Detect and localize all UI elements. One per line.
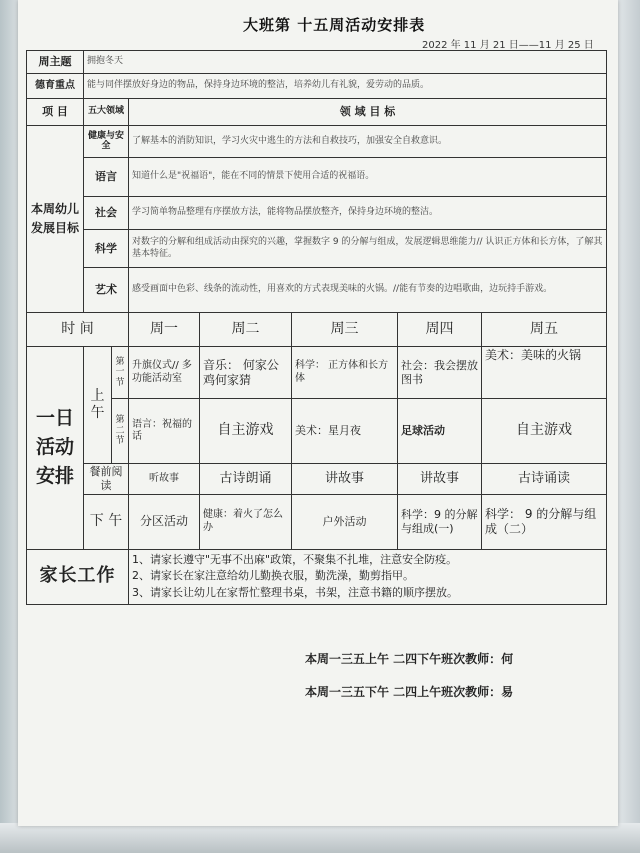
goal-row-art — [27, 268, 607, 313]
theme-row — [27, 51, 607, 74]
goal-social: 学习简单物品整理有序摆放方法，能将物品摆放整齐，保持身边环境的整洁。 — [129, 197, 607, 230]
day-schedule-label: 一日活动安排 — [27, 347, 84, 550]
cell-pm-thu: 科学：9 的分解与组成(一) — [398, 494, 482, 549]
cell-p2-mon: 语言：祝福的话 — [129, 399, 200, 464]
cell-premeal-tue: 古诗朗诵 — [200, 464, 292, 495]
project-label: 项 目 — [27, 99, 84, 126]
afternoon-label: 下 午 — [84, 494, 129, 549]
goal-row-health — [27, 126, 607, 158]
afternoon-row — [27, 494, 607, 549]
premeal-row — [27, 464, 607, 495]
theme-value: 拥抱冬天 — [84, 51, 607, 74]
morning-label: 上午 — [84, 347, 112, 464]
cell-p2-thu: 足球活动 — [398, 399, 482, 464]
parents-notes — [129, 549, 607, 604]
time-row — [27, 313, 607, 347]
period2-label: 第二节 — [112, 399, 129, 464]
goals-label: 领 域 目 标 — [129, 99, 607, 126]
goal-row-language — [27, 158, 607, 197]
area-art: 艺术 — [84, 268, 129, 313]
goal-language: 知道什么是"祝福语"，能在不同的情景下使用合适的祝福语。 — [129, 158, 607, 197]
background-bottom — [0, 823, 640, 853]
area-science: 科学 — [84, 230, 129, 268]
cell-pm-fri: 科学： 9 的分解与组成（二） — [482, 494, 607, 549]
goal-row-social — [27, 197, 607, 230]
parent-note-1: 1、请家长遵守"无事不出麻"政策，不聚集不扎堆，注意安全防疫。 — [132, 552, 458, 566]
goal-art: 感受画面中色彩、线条的流动性，用喜欢的方式表现美味的火锅。//能有节奏的边唱歌曲，边玩持手游戏。 — [129, 268, 607, 313]
cell-p2-fri: 自主游戏 — [482, 399, 607, 464]
date-range: 2022 年 11 月 21 日——11 月 25 日 — [422, 40, 594, 51]
goal-science: 对数字的分解和组成活动由探究的兴趣，掌握数字 9 的分解与组成，发展逻辑思维能力// 认识正方体和长方体，了解其基本特征。 — [129, 230, 607, 268]
cell-pm-wed: 户外活动 — [292, 494, 398, 549]
project-row — [27, 99, 607, 126]
cell-premeal-mon: 听故事 — [129, 464, 200, 495]
parents-row — [27, 549, 607, 604]
day-mon: 周一 — [129, 313, 200, 347]
day-tue: 周二 — [200, 313, 292, 347]
moral-row — [27, 74, 607, 99]
cell-p1-fri: 美术：美味的火锅 — [482, 347, 607, 399]
schedule-table — [26, 50, 607, 605]
goal-row-science — [27, 230, 607, 268]
cell-p1-thu: 社会：我会摆放图书 — [398, 347, 482, 399]
schedule-sheet — [18, 0, 618, 826]
day-thu: 周四 — [398, 313, 482, 347]
day-wed: 周三 — [292, 313, 398, 347]
cell-premeal-fri: 古诗诵读 — [482, 464, 607, 495]
day-fri: 周五 — [482, 313, 607, 347]
cell-premeal-wed: 讲故事 — [292, 464, 398, 495]
area-health: 健康与安全 — [84, 126, 129, 158]
period2-row — [27, 399, 607, 464]
page-title: 大班第 十五周活动安排表 — [243, 16, 426, 34]
cell-p1-mon: 升旗仪式// 多功能活动室 — [129, 347, 200, 399]
period1-label: 第一节 — [112, 347, 129, 399]
teacher-signature-2: 本周一三五下午 二四上午班次教师：易 — [305, 685, 514, 699]
moral-label: 德育重点 — [27, 74, 84, 99]
parent-note-3: 3、请家长让幼儿在家帮忙整理书桌，书架，注意书籍的顺序摆放。 — [132, 585, 458, 599]
moral-value: 能与同伴摆放好身边的物品，保持身边环境的整洁，培养幼儿有礼貌，爱劳动的品质。 — [84, 74, 607, 99]
cell-p1-tue: 音乐： 何家公鸡何家猜 — [200, 347, 292, 399]
teacher-signature-1: 本周一三五上午 二四下午班次教师：何 — [305, 652, 514, 666]
cell-premeal-thu: 讲故事 — [398, 464, 482, 495]
goal-health: 了解基本的消防知识，学习火灾中逃生的方法和自救技巧，加强安全自救意识。 — [129, 126, 607, 158]
dev-goals-label: 本周幼儿发展目标 — [27, 126, 84, 313]
area-social: 社会 — [84, 197, 129, 230]
parents-label: 家长工作 — [27, 549, 129, 604]
premeal-label: 餐前阅读 — [84, 464, 129, 495]
cell-pm-mon: 分区活动 — [129, 494, 200, 549]
cell-p1-wed: 科学： 正方体和长方体 — [292, 347, 398, 399]
time-label: 时 间 — [27, 313, 129, 347]
area-language: 语言 — [84, 158, 129, 197]
theme-label: 周主题 — [27, 51, 84, 74]
parent-note-2: 2、请家长在家注意给幼儿勤换衣服，勤洗澡，勤剪指甲。 — [132, 569, 414, 583]
areas-label: 五大领域 — [84, 99, 129, 126]
period1-row — [27, 347, 607, 399]
cell-p2-wed: 美术：星月夜 — [292, 399, 398, 464]
cell-p2-tue: 自主游戏 — [200, 399, 292, 464]
cell-pm-tue: 健康：着火了怎么办 — [200, 494, 292, 549]
